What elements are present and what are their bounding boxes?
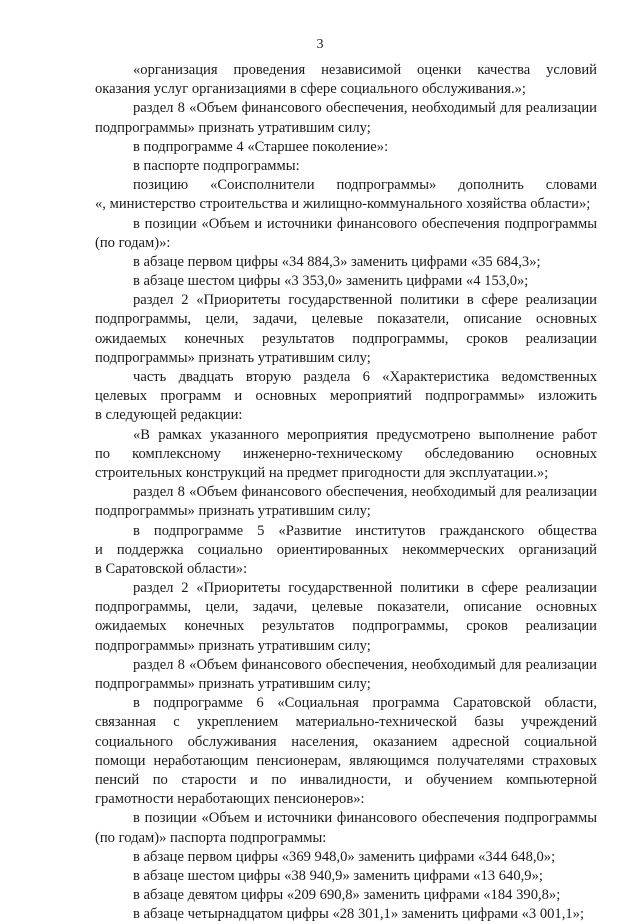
text-line: подпрограммы» признать утратившим силу; [95, 349, 371, 366]
text-line: в абзаце первом цифры «34 884,3» заменить цифрами «35 684,3»; [133, 253, 541, 270]
text-line: в следующей редакции: [95, 407, 243, 424]
text-line: подпрограммы» признать утратившим силу; [95, 119, 371, 136]
text-line: в абзаце первом цифры «369 948,0» заменить цифрами «344 648,0»; [133, 848, 556, 865]
text-line: в абзаце шестом цифры «38 940,9» заменить цифрами «13 640,9»; [133, 867, 543, 884]
text-line: и поддержка социально ориентированных некоммерческих организаций [95, 541, 597, 558]
text-line: целевых программ и основных мероприятий подпрограммы» изложить [95, 388, 597, 405]
text-line: раздел 2 «Приоритеты государственной политики в сфере реализации [133, 292, 597, 309]
document-body [95, 61, 597, 924]
text-line: (по годам)»: [95, 234, 171, 251]
text-line: раздел 8 «Объем финансового обеспечения, необходимый для реализации [133, 100, 597, 117]
text-line: подпрограммы» признать утратившим силу; [95, 503, 371, 520]
text-line: «В рамках указанного мероприятия предусмотрено выполнение работ [133, 426, 597, 443]
text-line: пенсий по старости и по инвалидности, и обучением компьютерной [95, 771, 597, 788]
text-line: в позиции «Объем и источники финансового обеспечения подпрограммы [133, 215, 597, 232]
text-line: раздел 8 «Объем финансового обеспечения, необходимый для реализации [133, 656, 597, 673]
text-line: ожидаемых конечных результатов подпрограммы, сроков реализации [95, 330, 597, 347]
text-line: «организация проведения независимой оценки качества условий [133, 62, 597, 78]
text-line: ожидаемых конечных результатов подпрограммы, сроков реализации [95, 618, 597, 635]
text-line: в паспорте подпрограммы: [133, 157, 300, 174]
text-line: по комплексному инженерно-техническому обследованию основных [95, 445, 597, 462]
text-line: в абзаце четырнадцатом цифры «28 301,1» заменить цифрами «3 001,1»; [133, 906, 585, 923]
text-line: часть двадцать вторую раздела 6 «Характеристика ведомственных [133, 369, 597, 385]
text-line: в подпрограмме 6 «Социальная программа Саратовской области, [133, 695, 597, 712]
text-line: в абзаце шестом цифры «3 353,0» заменить цифрами «4 153,0»; [133, 273, 529, 290]
page-number: 3 [316, 37, 324, 52]
text-line: (по годам)» паспорта подпрограммы: [95, 829, 327, 846]
text-line: подпрограммы» признать утратившим силу; [95, 637, 371, 654]
text-line: в Саратовской области»: [95, 560, 248, 577]
text-line: социального обслуживания населения, оказанием адресной социальной [95, 733, 597, 750]
text-line: грамотности неработающих пенсионеров»: [95, 791, 365, 808]
text-line: связанная с укреплением материально-технической базы учреждений [95, 714, 597, 731]
text-line: раздел 8 «Объем финансового обеспечения, необходимый для реализации [133, 484, 597, 501]
text-line: в абзаце девятом цифры «209 690,8» заменить цифрами «184 390,8»; [133, 887, 561, 904]
text-line: позицию «Соисполнители подпрограммы» дополнить словами [133, 177, 597, 194]
text-line: в подпрограмме 4 «Старшее поколение»: [133, 138, 389, 155]
text-line: «, министерство строительства и жилищно-коммунального хозяйства области»; [95, 196, 591, 213]
text-line: оказания услуг организациями в сфере социального обслуживания.»; [95, 81, 526, 98]
text-line: подпрограммы, цели, задачи, целевые показатели, описание основных [95, 599, 597, 616]
text-line: в подпрограмме 5 «Развитие институтов гражданского общества [133, 522, 597, 539]
text-line: подпрограммы» признать утратившим силу; [95, 676, 371, 692]
text-line: раздел 2 «Приоритеты государственной политики в сфере реализации [133, 580, 597, 597]
text-line: помощи неработающим пенсионерам, являющимся получателями страховых [95, 752, 597, 769]
text-line: в позиции «Объем и источники финансового обеспечения подпрограммы [133, 810, 597, 827]
text-line: подпрограммы, цели, задачи, целевые показатели, описание основных [95, 311, 597, 328]
text-line: строительных конструкций на предмет пригодности для эксплуатации.»; [95, 464, 549, 481]
